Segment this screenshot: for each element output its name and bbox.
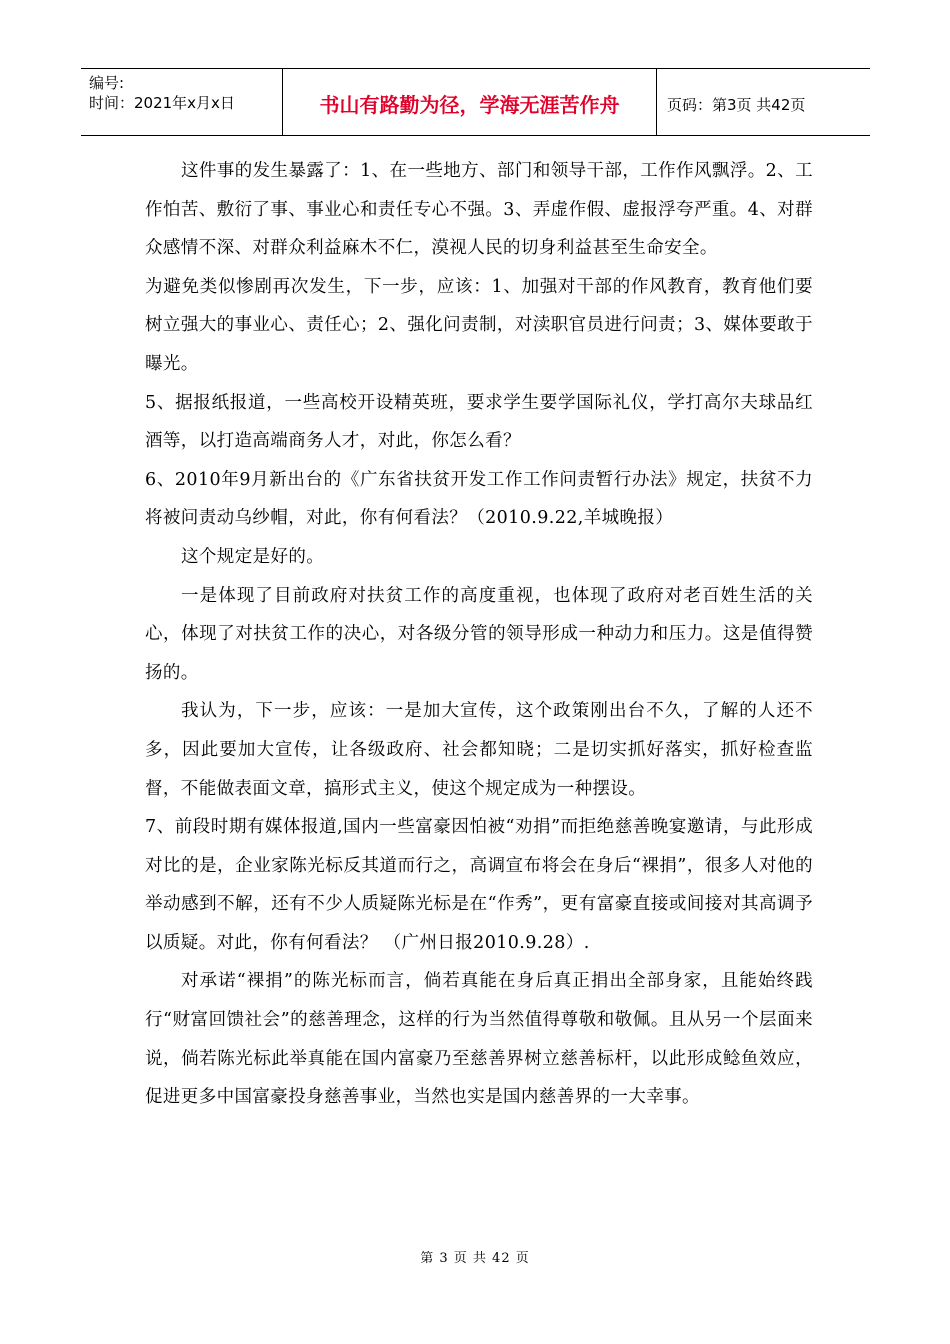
paragraph-next-steps: 我认为，下一步，应该：一是加大宣传，这个政策刚出台不久，了解的人还不多，因此要加大宣传，让各级政府、社会都知晓；二是切实抓好落实，抓好检查监督，不能做表面文章，搞形式主义，使这个规定成为一种摆设。 xyxy=(145,701,813,799)
question-6: 6、2010年9月新出台的《广东省扶贫开发工作工作问责暂行办法》规定，扶贫不力将被问责动乌纱帽，对此，你有何看法？（2010.9.22,羊城晚报） xyxy=(145,469,813,529)
header-meta xyxy=(81,69,283,135)
paragraph-exposed-problems: 这件事的发生暴露了：1、在一些地方、部门和领导干部，工作作风飘浮。2、工作怕苦、敷衍了事、事业心和责任专心不强。3、弄虚作假、虚报浮夸严重。4、对群众感情不深、对群众利益麻木不仁，漠视人民的切身利益甚至生命安全。 xyxy=(145,161,813,259)
paragraph-prevention-measures: 为避免类似惨剧再次发生，下一步，应该：1、加强对干部的作风教育，教育他们要树立强大的事业心、责任心；2、强化问责制，对渎职官员进行问责；3、媒体要敢于曝光。 xyxy=(145,276,813,374)
header-page-info: 页码：第3页 共42页 xyxy=(667,95,806,114)
document-date: 时间：2021年x月x日 xyxy=(89,94,235,112)
paragraph-first-point: 一是体现了目前政府对扶贫工作的高度重视，也体现了政府对老百姓生活的关心，体现了对扶贫工作的决心，对各级分管的领导形成一种动力和压力。这是值得赞扬的。 xyxy=(145,585,813,683)
document-body xyxy=(145,152,813,1117)
page-footer: 第 3 页 共 42 页 xyxy=(420,1251,530,1266)
question-5: 5、据报纸报道，一些高校开设精英班，要求学生要学国际礼仪，学打高尔夫球品红酒等，以打造高端商务人才，对此，你怎么看？ xyxy=(145,392,813,452)
paragraph-rule-is-good: 这个规定是好的。 xyxy=(181,546,325,567)
page-header xyxy=(81,68,870,136)
question-7: 7、前段时期有媒体报道,国内一些富豪因怕被“劝捐”而拒绝慈善晚宴邀请，与此形成对比的是，企业家陈光标反其道而行之，高调宣布将会在身后“裸捐”，很多人对他的举动感到不解，还有不少人质疑陈光标是在“作秀”，更有富豪直接或间接对其高调予以质疑。对此，你有何看法？ （广州日报2010.9.28）. xyxy=(145,817,813,953)
header-motto: 书山有路勤为径，学海无涯苦作舟 xyxy=(283,69,657,135)
paragraph-naked-donation: 对承诺“裸捐”的陈光标而言，倘若真能在身后真正捐出全部身家，且能始终践行“财富回馈社会”的慈善理念，这样的行为当然值得尊敬和敬佩。且从另一个层面来说，倘若陈光标此举真能在国内富豪乃至慈善界树立慈善标杆，以此形成鲶鱼效应，促进更多中国富豪投身慈善事业，当然也实是国内慈善界的一大幸事。 xyxy=(145,971,813,1108)
document-number-label: 编号: xyxy=(89,74,125,92)
